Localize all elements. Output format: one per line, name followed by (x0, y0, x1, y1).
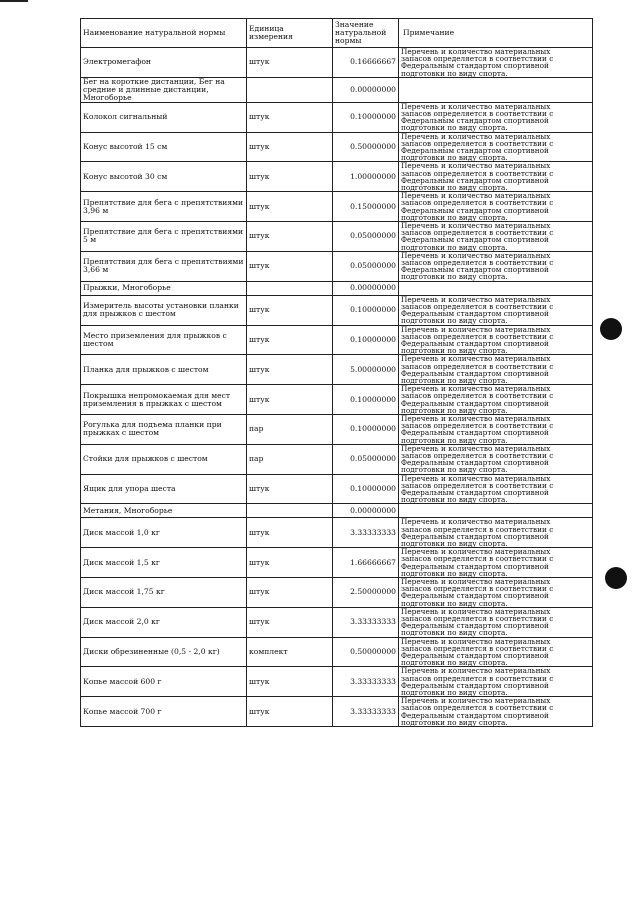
row-value: 2.50000000 (333, 578, 399, 608)
note-line: запасов определяется в соответствии с (401, 450, 554, 460)
note-line: Федеральным стандартом спортивной (401, 651, 549, 661)
row-name: Диск массой 1,75 кг (81, 578, 247, 608)
row-value: 3.33333333 (333, 697, 399, 727)
note-line: запасов определяется в соответствии с (401, 614, 554, 624)
row-value: 0.10000000 (333, 325, 399, 355)
row-value: 0.50000000 (333, 132, 399, 162)
note-line: запасов определяется в соответствии с (401, 391, 554, 401)
row-value: 0.10000000 (333, 385, 399, 415)
table-row (81, 222, 593, 252)
note-line: запасов определяется в соответствии с (401, 421, 554, 431)
note-line: Перечень и количество материальных (401, 384, 551, 394)
table-row (81, 355, 593, 385)
note-line: подготовки по виду спорта. (401, 435, 508, 445)
row-unit: штук (247, 222, 333, 252)
table-row (81, 667, 593, 697)
note-line: подготовки по виду спорта. (401, 405, 508, 415)
row-note (399, 48, 593, 78)
row-note (399, 77, 593, 102)
note-line: Перечень и количество материальных (401, 547, 551, 557)
note-line: Перечень и количество материальных (401, 131, 551, 141)
note-line: Федеральным стандартом спортивной (401, 428, 549, 438)
table-row (81, 444, 593, 474)
row-unit: штук (247, 667, 333, 697)
row-unit: пар (247, 444, 333, 474)
row-name: Препятствие для бега с препятствиями 5 м (81, 222, 247, 252)
table-row (81, 548, 593, 578)
row-name: Прыжки, Многоборье (81, 281, 247, 295)
row-name: Ящик для упора шеста (81, 474, 247, 504)
row-note (399, 504, 593, 518)
row-note (399, 385, 593, 415)
row-unit: штук (247, 251, 333, 281)
note-line: подготовки по виду спорта. (401, 717, 508, 727)
row-value: 0.15000000 (333, 192, 399, 222)
note-line: Федеральным стандартом спортивной (401, 265, 549, 275)
row-note (399, 102, 593, 132)
note-line: Перечень и количество материальных (401, 696, 551, 706)
row-name: Диск массой 2,0 кг (81, 607, 247, 637)
row-value: 5.00000000 (333, 355, 399, 385)
note-line: подготовки по виду спорта. (401, 153, 508, 163)
table-row (81, 102, 593, 132)
row-value: 0.00000000 (333, 77, 399, 102)
row-name: Препятствия для бега с препятствиями 3,66 м (81, 251, 247, 281)
row-value: 0.10000000 (333, 474, 399, 504)
note-line: Перечень и количество материальных (401, 666, 551, 676)
note-line: Федеральным стандартом спортивной (401, 398, 549, 408)
note-line: Перечень и количество материальных (401, 354, 551, 364)
row-value: 0.00000000 (333, 504, 399, 518)
note-line: запасов определяется в соответствии с (401, 198, 554, 208)
table-row (81, 578, 593, 608)
note-line: Перечень и количество материальных (401, 443, 551, 453)
table-row (81, 325, 593, 355)
note-line: Перечень и количество материальных (401, 636, 551, 646)
note-line: подготовки по виду спорта. (401, 316, 508, 326)
note-line: подготовки по виду спорта. (401, 465, 508, 475)
row-unit: штук (247, 548, 333, 578)
note-line: Перечень и количество материальных (401, 101, 551, 111)
row-note (399, 578, 593, 608)
note-line: Федеральным стандартом спортивной (401, 338, 549, 348)
table-row (81, 132, 593, 162)
note-line: запасов определяется в соответствии с (401, 168, 554, 178)
note-line: запасов определяется в соответствии с (401, 584, 554, 594)
note-line: запасов определяется в соответствии с (401, 228, 554, 238)
note-line: запасов определяется в соответствии с (401, 554, 554, 564)
note-line: запасов определяется в соответствии с (401, 480, 554, 490)
table-row (81, 162, 593, 192)
row-note (399, 414, 593, 444)
row-name: Конус высотой 30 см (81, 162, 247, 192)
row-value: 0.10000000 (333, 414, 399, 444)
row-name: Диск массой 1,5 кг (81, 548, 247, 578)
row-name: Место приземления для прыжков с шестом (81, 325, 247, 355)
row-name: Копье массой 700 г (81, 697, 247, 727)
note-line: запасов определяется в соответствии с (401, 138, 554, 148)
table-row (81, 385, 593, 415)
row-unit: штук (247, 474, 333, 504)
note-line: подготовки по виду спорта. (401, 183, 508, 193)
note-line: Перечень и количество материальных (401, 517, 551, 527)
row-value: 0.05000000 (333, 222, 399, 252)
row-value: 3.33333333 (333, 607, 399, 637)
table-row (81, 637, 593, 667)
row-unit: комплект (247, 637, 333, 667)
note-line: подготовки по виду спорта. (401, 123, 508, 133)
table-header-row (81, 19, 593, 48)
note-line: Федеральным стандартом спортивной (401, 458, 549, 468)
note-line: Федеральным стандартом спортивной (401, 561, 549, 571)
note-line: Перечень и количество материальных (401, 221, 551, 231)
row-value: 3.33333333 (333, 667, 399, 697)
punch-hole-mark (605, 567, 627, 589)
table-row (81, 697, 593, 727)
note-line: Перечень и количество материальных (401, 577, 551, 586)
row-name: Стойки для прыжков с шестом (81, 444, 247, 474)
row-value: 1.66666667 (333, 548, 399, 578)
note-line: подготовки по виду спорта. (401, 598, 508, 608)
note-line: запасов определяется в соответствии с (401, 703, 554, 713)
note-line: Федеральным стандартом спортивной (401, 61, 549, 71)
row-unit: штук (247, 518, 333, 548)
note-line: Федеральным стандартом спортивной (401, 309, 549, 319)
header-unit: Единица измерения (247, 19, 333, 48)
row-name: Конус высотой 15 см (81, 132, 247, 162)
row-name: Метания, Многоборье (81, 504, 247, 518)
note-line: подготовки по виду спорта. (401, 346, 508, 356)
note-line: запасов определяется в соответствии с (401, 258, 554, 268)
row-value: 0.05000000 (333, 251, 399, 281)
row-unit: штук (247, 102, 333, 132)
row-name: Бег на короткие дистанции, Бег на средние и длинные дистанции, Многоборье (81, 77, 247, 102)
table-row (81, 192, 593, 222)
row-unit (247, 281, 333, 295)
row-value: 0.10000000 (333, 295, 399, 325)
row-value: 1.00000000 (333, 162, 399, 192)
row-unit: штук (247, 48, 333, 78)
note-line: Федеральным стандартом спортивной (401, 591, 549, 601)
row-unit: штук (247, 132, 333, 162)
note-line: запасов определяется в соответствии с (401, 331, 554, 341)
row-unit (247, 77, 333, 102)
punch-hole-mark (600, 318, 622, 340)
row-note (399, 162, 593, 192)
note-line: запасов определяется в соответствии с (401, 54, 554, 64)
row-value: 0.16666667 (333, 48, 399, 78)
note-line: подготовки по виду спорта. (401, 272, 508, 282)
row-name: Копье массой 600 г (81, 667, 247, 697)
row-note (399, 295, 593, 325)
note-line: Федеральным стандартом спортивной (401, 146, 549, 156)
header-value: Значение натуральной нормы (333, 19, 399, 48)
row-unit: штук (247, 697, 333, 727)
note-line: запасов определяется в соответствии с (401, 361, 554, 371)
row-note (399, 192, 593, 222)
row-unit (247, 504, 333, 518)
header-note: Примечание (399, 19, 593, 48)
note-line: запасов определяется в соответствии с (401, 109, 554, 119)
section-row (81, 77, 593, 102)
note-line: Перечень и количество материальных (401, 294, 551, 304)
note-line: подготовки по виду спорта. (401, 688, 508, 698)
note-line: Федеральным стандартом спортивной (401, 116, 549, 126)
table-row (81, 607, 593, 637)
row-name: Диски обрезиненные (0,5 - 2,0 кг) (81, 637, 247, 667)
row-note (399, 518, 593, 548)
note-line: Перечень и количество материальных (401, 161, 551, 171)
row-unit: штук (247, 385, 333, 415)
row-value: 0.05000000 (333, 444, 399, 474)
note-line: Федеральным стандартом спортивной (401, 175, 549, 185)
row-note (399, 548, 593, 578)
note-line: Федеральным стандартом спортивной (401, 621, 549, 631)
note-line: подготовки по виду спорта. (401, 495, 508, 505)
row-note (399, 474, 593, 504)
table-row (81, 474, 593, 504)
row-note (399, 697, 593, 727)
note-line: подготовки по виду спорта. (401, 568, 508, 578)
note-line: Федеральным стандартом спортивной (401, 235, 549, 245)
table-row (81, 518, 593, 548)
section-row (81, 504, 593, 518)
note-line: Федеральным стандартом спортивной (401, 680, 549, 690)
row-name: Электромегафон (81, 48, 247, 78)
note-line: запасов определяется в соответствии с (401, 301, 554, 311)
row-unit: штук (247, 578, 333, 608)
row-name: Измеритель высоты установки планки для прыжков с шестом (81, 295, 247, 325)
row-unit: штук (247, 192, 333, 222)
corner-line (0, 0, 28, 2)
note-line: запасов определяется в соответствии с (401, 643, 554, 653)
row-unit: штук (247, 607, 333, 637)
row-value: 3.33333333 (333, 518, 399, 548)
table-row (81, 414, 593, 444)
row-value: 0.00000000 (333, 281, 399, 295)
row-unit: пар (247, 414, 333, 444)
table-row (81, 48, 593, 78)
note-line: подготовки по виду спорта. (401, 658, 508, 668)
row-note (399, 132, 593, 162)
note-line: Перечень и количество материальных (401, 606, 551, 616)
note-line: подготовки по виду спорта. (401, 68, 508, 78)
section-row (81, 281, 593, 295)
table-row (81, 295, 593, 325)
row-note (399, 251, 593, 281)
row-note (399, 444, 593, 474)
row-note (399, 667, 593, 697)
note-line: Федеральным стандартом спортивной (401, 487, 549, 497)
note-line: Перечень и количество материальных (401, 47, 551, 56)
note-line: подготовки по виду спорта. (401, 212, 508, 222)
row-name: Планка для прыжков с шестом (81, 355, 247, 385)
row-unit: штук (247, 325, 333, 355)
note-line: запасов определяется в соответствии с (401, 673, 554, 683)
note-line: Федеральным стандартом спортивной (401, 368, 549, 378)
note-line: подготовки по виду спорта. (401, 375, 508, 385)
table-row (81, 251, 593, 281)
note-line: Перечень и количество материальных (401, 473, 551, 483)
row-name: Диск массой 1,0 кг (81, 518, 247, 548)
note-line: подготовки по виду спорта. (401, 628, 508, 638)
note-line: Перечень и количество материальных (401, 250, 551, 260)
row-note (399, 222, 593, 252)
note-line: Федеральным стандартом спортивной (401, 710, 549, 720)
row-name: Колокол сигнальный (81, 102, 247, 132)
row-note (399, 355, 593, 385)
row-unit: штук (247, 162, 333, 192)
row-name: Препятствие для бега с препятствиями 3,96 м (81, 192, 247, 222)
header-name: Наименование натуральной нормы (81, 19, 247, 48)
note-line: Федеральным стандартом спортивной (401, 205, 549, 215)
note-line: запасов определяется в соответствии с (401, 524, 554, 534)
row-value: 0.10000000 (333, 102, 399, 132)
row-unit: штук (247, 355, 333, 385)
note-line: Перечень и количество материальных (401, 191, 551, 201)
row-note (399, 607, 593, 637)
row-note (399, 637, 593, 667)
row-value: 0.50000000 (333, 637, 399, 667)
note-line: подготовки по виду спорта. (401, 242, 508, 252)
note-line: Федеральным стандартом спортивной (401, 531, 549, 541)
note-line: подготовки по виду спорта. (401, 538, 508, 548)
note-line: Перечень и количество материальных (401, 324, 551, 334)
row-name: Покрышка непромокаемая для мест приземления в прыжках с шестом (81, 385, 247, 415)
row-name: Рогулька для подъема планки при прыжках с шестом (81, 414, 247, 444)
row-note (399, 325, 593, 355)
table-body (81, 48, 593, 727)
note-line: Перечень и количество материальных (401, 413, 551, 423)
norms-table (80, 18, 593, 727)
row-unit: штук (247, 295, 333, 325)
row-note (399, 281, 593, 295)
